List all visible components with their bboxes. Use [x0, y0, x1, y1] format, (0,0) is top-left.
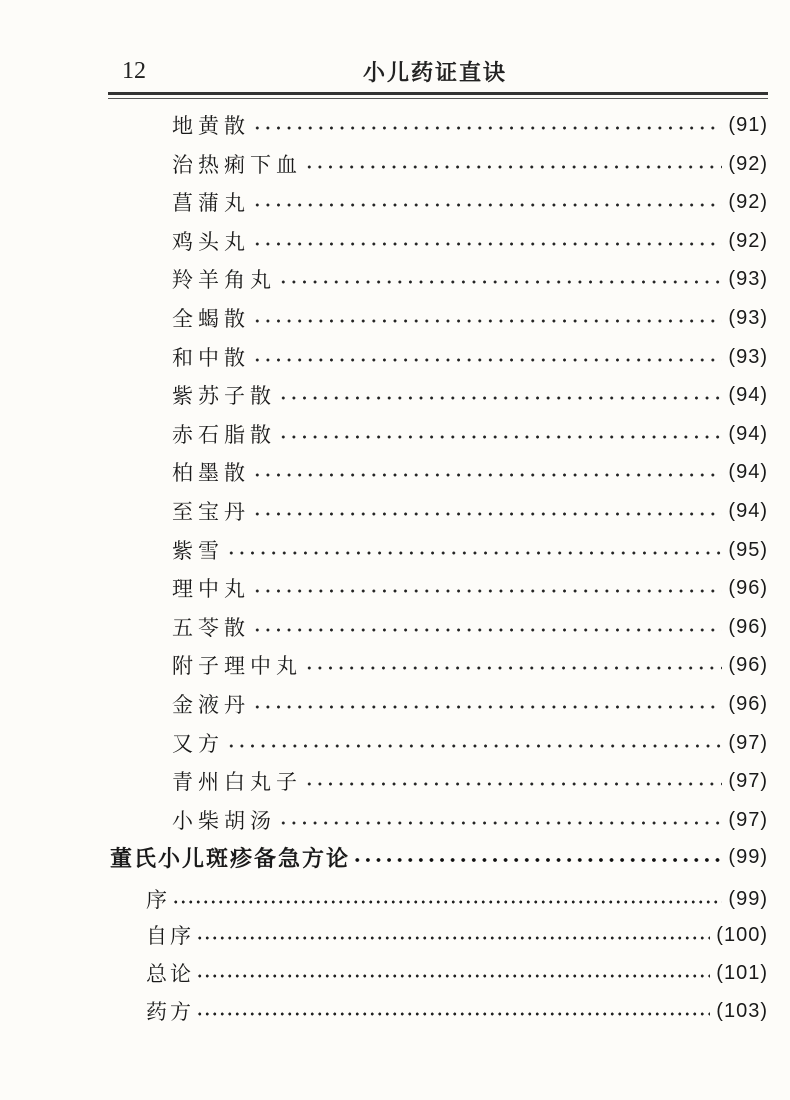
- toc-entry-title: 金液丹: [172, 693, 250, 717]
- toc-entry-page: (94): [728, 499, 768, 522]
- toc-entry-title: 青州白丸子: [172, 770, 302, 794]
- toc-entry-title: 五苓散: [172, 616, 250, 640]
- toc-entry-title: 紫苏子散: [172, 384, 276, 408]
- toc-entry: [172, 492, 768, 530]
- toc-entry: [172, 762, 768, 800]
- toc-entry-title: 药方: [146, 1000, 194, 1024]
- dot-leader: [352, 838, 722, 876]
- toc-entry-title: 董氏小儿斑疹备急方论: [110, 845, 351, 872]
- dot-leader: [196, 992, 710, 1030]
- toc-entry-title: 理中丸: [172, 577, 250, 601]
- dot-leader: [252, 569, 722, 607]
- dot-leader: [196, 954, 710, 992]
- toc-entry-title: 地黄散: [172, 114, 250, 138]
- dot-leader: [252, 106, 722, 144]
- toc-entry-title: 又方: [172, 732, 224, 756]
- dot-leader: [196, 916, 710, 954]
- dot-leader: [252, 492, 722, 530]
- toc-entry: [172, 801, 768, 839]
- toc-entry: [172, 453, 768, 491]
- dot-leader: [252, 222, 722, 260]
- toc-entry: [172, 145, 768, 183]
- toc-entry-page: (94): [728, 422, 768, 445]
- toc-entry-page: (97): [728, 769, 768, 792]
- dot-leader: [278, 415, 722, 453]
- toc-entry: [110, 838, 768, 876]
- toc-entry-page: (92): [728, 229, 768, 252]
- toc-entry-title: 羚羊角丸: [172, 268, 276, 292]
- toc-entry: [172, 338, 768, 376]
- toc-entry-page: (100): [716, 923, 768, 946]
- toc-entry-page: (93): [728, 306, 768, 329]
- toc-entry: [172, 106, 768, 144]
- page-number: 12: [122, 58, 146, 84]
- toc-entry-page: (96): [728, 653, 768, 676]
- toc-entry-title: 附子理中丸: [172, 654, 302, 678]
- dot-leader: [252, 338, 722, 376]
- toc-entry: [172, 531, 768, 569]
- toc-entry: [172, 724, 768, 762]
- toc-entry-page: (97): [728, 808, 768, 831]
- toc-entry-page: (94): [728, 383, 768, 406]
- toc-entry-title: 赤石脂散: [172, 423, 276, 447]
- dot-leader: [252, 299, 722, 337]
- toc-entry-page: (94): [728, 460, 768, 483]
- dot-leader: [278, 376, 722, 414]
- toc-entry-page: (97): [728, 731, 768, 754]
- toc-entry: [146, 954, 768, 992]
- running-title: 小儿药证直诀: [363, 60, 508, 86]
- toc-entry-title: 柏墨散: [172, 461, 250, 485]
- toc-entry-page: (91): [728, 113, 768, 136]
- toc-entry-title: 菖蒲丸: [172, 191, 250, 215]
- header-rule-thin: [108, 98, 768, 99]
- toc-entry-title: 序: [146, 888, 170, 912]
- toc-entry-page: (99): [728, 887, 768, 910]
- toc-entry: [172, 415, 768, 453]
- toc-entry-title: 总论: [146, 962, 194, 986]
- dot-leader: [304, 145, 722, 183]
- toc-entry-page: (99): [728, 845, 768, 868]
- dot-leader: [172, 880, 722, 918]
- toc-entry: [172, 608, 768, 646]
- toc-entry-title: 紫雪: [172, 539, 224, 563]
- toc-entry: [146, 992, 768, 1030]
- dot-leader: [278, 801, 722, 839]
- toc-entry-page: (96): [728, 615, 768, 638]
- toc-entry-title: 全蝎散: [172, 307, 250, 331]
- toc-entry: [172, 646, 768, 684]
- toc-entry-title: 小柴胡汤: [172, 809, 276, 833]
- toc-entry-page: (101): [716, 961, 768, 984]
- dot-leader: [252, 453, 722, 491]
- toc-entry: [172, 222, 768, 260]
- toc-entry-title: 治热痢下血: [172, 153, 302, 177]
- toc-entry-page: (92): [728, 190, 768, 213]
- dot-leader: [252, 608, 722, 646]
- toc-entry-page: (96): [728, 692, 768, 715]
- toc-entry-title: 鸡头丸: [172, 230, 250, 254]
- toc-entry-page: (92): [728, 152, 768, 175]
- toc-entry-title: 和中散: [172, 346, 250, 370]
- toc-entry: [172, 183, 768, 221]
- header-rule-thick: [108, 92, 768, 95]
- toc-entry-page: (95): [728, 538, 768, 561]
- toc-entry: [172, 569, 768, 607]
- toc-entry: [172, 376, 768, 414]
- dot-leader: [252, 183, 722, 221]
- toc-entry-page: (96): [728, 576, 768, 599]
- toc-entry: [172, 260, 768, 298]
- toc-entry: [172, 685, 768, 723]
- dot-leader: [252, 685, 722, 723]
- dot-leader: [278, 260, 722, 298]
- toc-entry-page: (103): [716, 999, 768, 1022]
- toc-entry-page: (93): [728, 267, 768, 290]
- toc-entry-title: 至宝丹: [172, 500, 250, 524]
- toc-entry: [146, 880, 768, 918]
- dot-leader: [304, 762, 722, 800]
- toc-entry: [172, 299, 768, 337]
- page-header: [108, 56, 768, 90]
- dot-leader: [226, 724, 722, 762]
- dot-leader: [304, 646, 722, 684]
- toc-entry-title: 自序: [146, 924, 194, 948]
- toc-entry: [146, 916, 768, 954]
- dot-leader: [226, 531, 722, 569]
- toc-entry-page: (93): [728, 345, 768, 368]
